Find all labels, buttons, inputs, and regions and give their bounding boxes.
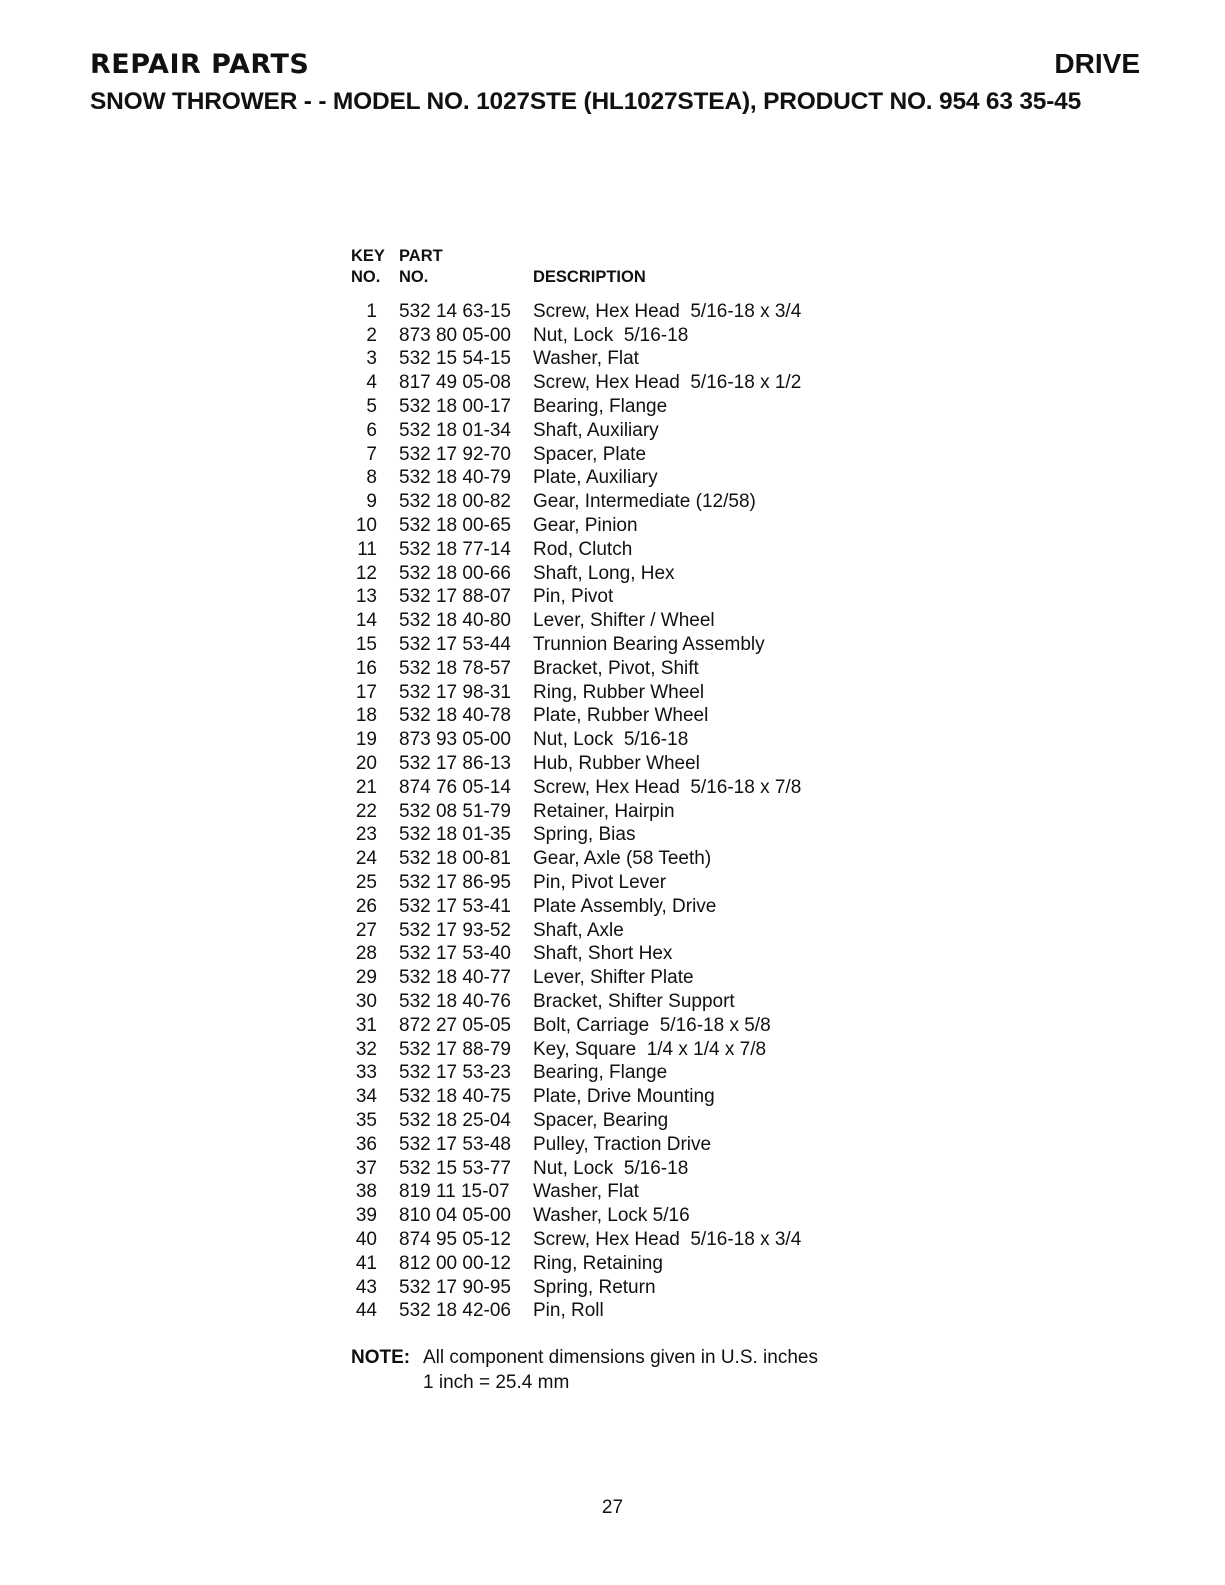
table-row bbox=[351, 1038, 801, 1062]
description-cell: Washer, Flat bbox=[533, 1181, 639, 1203]
description-cell: Gear, Pinion bbox=[533, 515, 638, 537]
page-number: 27 bbox=[601, 1497, 624, 1518]
description-cell: Bearing, Flange bbox=[533, 396, 668, 418]
part-no-cell: 532 18 40-76 bbox=[399, 991, 511, 1012]
description-cell: Plate, Rubber Wheel bbox=[533, 705, 709, 727]
part-no-cell: 532 18 00-66 bbox=[399, 562, 511, 584]
description-cell: Gear, Axle (58 Teeth) bbox=[533, 848, 712, 870]
part-no-cell: 532 17 53-48 bbox=[399, 1133, 511, 1155]
section-name: DRIVE bbox=[1054, 48, 1140, 79]
description-cell: Lever, Shifter Plate bbox=[533, 967, 694, 989]
table-row bbox=[351, 538, 801, 562]
description-header: DESCRIPTION bbox=[533, 268, 646, 286]
table-row bbox=[351, 657, 801, 681]
section-title: REPAIR PARTS bbox=[90, 49, 310, 80]
key-no-cell: 17 bbox=[355, 681, 377, 703]
description-cell: Ring, Rubber Wheel bbox=[533, 681, 705, 703]
table-row bbox=[351, 1062, 801, 1086]
table-row bbox=[351, 300, 801, 324]
part-no-cell: 532 18 40-79 bbox=[399, 467, 511, 489]
description-cell: Pin, Pivot bbox=[533, 586, 614, 608]
part-no-cell: 532 17 53-44 bbox=[399, 634, 511, 656]
description-cell: Nut, Lock 5/16-18 bbox=[533, 324, 689, 346]
key-no-cell: 8 bbox=[366, 467, 377, 489]
table-row bbox=[351, 752, 801, 776]
key-no-cell: 41 bbox=[355, 1252, 377, 1274]
description-cell: Screw, Hex Head 5/16-18 x 1/2 bbox=[533, 372, 802, 394]
table-row bbox=[351, 966, 801, 990]
key-no-cell: 2 bbox=[366, 324, 377, 346]
description-cell: Spring, Return bbox=[533, 1276, 656, 1298]
key-no-cell: 24 bbox=[355, 848, 377, 870]
part-no-cell: 532 14 63-15 bbox=[399, 300, 511, 322]
key-no-cell: 43 bbox=[355, 1276, 377, 1298]
description-cell: Key, Square 1/4 x 1/4 x 7/8 bbox=[533, 1038, 767, 1060]
part-no-cell: 532 08 51-79 bbox=[399, 800, 511, 822]
description-cell: Pin, Roll bbox=[533, 1300, 604, 1322]
parts-list bbox=[351, 246, 871, 1395]
description-cell: Nut, Lock 5/16-18 bbox=[533, 729, 689, 751]
table-row bbox=[351, 1252, 801, 1276]
part-no-cell: 873 80 05-00 bbox=[399, 324, 511, 346]
description-cell: Bearing, Flange bbox=[533, 1062, 668, 1084]
key-no-cell: 20 bbox=[355, 753, 377, 775]
part-no-cell: 532 18 77-14 bbox=[399, 538, 511, 560]
key-no-cell: 25 bbox=[355, 872, 377, 894]
note-line-1: All component dimensions given in U.S. inches bbox=[423, 1347, 818, 1369]
key-no-cell: 33 bbox=[355, 1062, 377, 1084]
key-no-cell: 35 bbox=[355, 1109, 377, 1131]
table-row bbox=[351, 1014, 801, 1038]
description-cell: Ring, Retaining bbox=[533, 1252, 663, 1274]
description-cell: Washer, Lock 5/16 bbox=[533, 1205, 690, 1227]
key-no-cell: 28 bbox=[355, 943, 377, 965]
key-no-cell: 7 bbox=[366, 443, 377, 465]
header-row bbox=[90, 48, 1140, 80]
table-row bbox=[351, 776, 801, 800]
part-no-cell: 532 17 88-79 bbox=[399, 1038, 511, 1060]
part-header-line1: PART bbox=[399, 247, 443, 265]
description-cell: Pin, Pivot Lever bbox=[533, 872, 667, 894]
part-no-cell: 532 18 01-35 bbox=[399, 824, 511, 846]
description-cell: Lever, Shifter / Wheel bbox=[533, 610, 715, 632]
description-cell: Bracket, Shifter Support bbox=[533, 991, 735, 1012]
key-no-cell: 27 bbox=[355, 919, 377, 941]
table-row bbox=[351, 1157, 801, 1181]
part-no-cell: 810 04 05-00 bbox=[399, 1205, 511, 1227]
description-cell: Spacer, Plate bbox=[533, 443, 647, 465]
description-cell: Plate, Auxiliary bbox=[533, 467, 658, 489]
description-cell: Washer, Flat bbox=[533, 348, 639, 370]
part-no-cell: 532 15 53-77 bbox=[399, 1157, 511, 1179]
key-no-cell: 15 bbox=[355, 634, 377, 656]
key-no-cell: 23 bbox=[355, 824, 377, 846]
part-no-cell: 817 49 05-08 bbox=[399, 372, 511, 394]
description-cell: Screw, Hex Head 5/16-18 x 3/4 bbox=[533, 1228, 802, 1250]
key-no-cell: 21 bbox=[355, 776, 377, 798]
description-cell: Screw, Hex Head 5/16-18 x 7/8 bbox=[533, 776, 802, 798]
key-no-cell: 5 bbox=[366, 396, 377, 418]
description-cell: Pulley, Traction Drive bbox=[533, 1133, 712, 1155]
table-row bbox=[351, 562, 801, 586]
part-no-header bbox=[399, 246, 533, 288]
table-row bbox=[351, 705, 801, 729]
part-no-cell: 532 18 00-17 bbox=[399, 396, 511, 418]
note-line-2: 1 inch = 25.4 mm bbox=[423, 1372, 570, 1394]
part-header-line2: NO. bbox=[399, 268, 429, 286]
description-cell: Plate, Drive Mounting bbox=[533, 1086, 715, 1108]
table-row bbox=[351, 371, 801, 395]
table-row bbox=[351, 586, 801, 610]
table-row bbox=[351, 490, 801, 514]
description-cell: Spring, Bias bbox=[533, 824, 636, 846]
description-cell: Trunnion Bearing Assembly bbox=[533, 634, 765, 656]
part-no-cell: 532 17 88-07 bbox=[399, 586, 511, 608]
key-header-line1: KEY bbox=[351, 247, 385, 265]
part-no-cell: 532 17 93-52 bbox=[399, 919, 511, 941]
part-no-cell: 532 18 00-81 bbox=[399, 848, 511, 870]
part-no-cell: 532 18 40-77 bbox=[399, 967, 511, 989]
part-no-cell: 532 17 98-31 bbox=[399, 681, 511, 703]
part-no-cell: 873 93 05-00 bbox=[399, 729, 511, 751]
description-cell: Bolt, Carriage 5/16-18 x 5/8 bbox=[533, 1014, 771, 1036]
part-no-cell: 532 17 86-95 bbox=[399, 872, 511, 894]
key-no-cell: 1 bbox=[366, 300, 377, 322]
model-subtitle: SNOW THROWER - - MODEL NO. 1027STE (HL1027STEA), PRODUCT NO. 954 63 35-45 bbox=[90, 88, 1082, 115]
table-row bbox=[351, 919, 801, 943]
description-cell: Nut, Lock 5/16-18 bbox=[533, 1157, 689, 1179]
key-no-cell: 18 bbox=[355, 705, 377, 727]
column-headers bbox=[351, 246, 871, 288]
key-no-cell: 9 bbox=[366, 491, 377, 513]
table-row bbox=[351, 1180, 801, 1204]
key-no-cell: 32 bbox=[355, 1038, 377, 1060]
part-no-cell: 532 18 00-65 bbox=[399, 515, 511, 537]
table-row bbox=[351, 847, 801, 871]
key-no-cell: 22 bbox=[355, 800, 377, 822]
description-cell: Shaft, Auxiliary bbox=[533, 419, 659, 441]
table-row bbox=[351, 681, 801, 705]
part-no-cell: 874 76 05-14 bbox=[399, 776, 511, 798]
table-row bbox=[351, 728, 801, 752]
table-row bbox=[351, 895, 801, 919]
description-cell: Rod, Clutch bbox=[533, 538, 633, 560]
description-cell: Spacer, Bearing bbox=[533, 1109, 669, 1131]
part-no-cell: 532 18 78-57 bbox=[399, 657, 511, 679]
key-no-cell: 34 bbox=[355, 1086, 377, 1108]
part-no-cell: 874 95 05-12 bbox=[399, 1228, 511, 1250]
key-no-cell: 3 bbox=[366, 348, 377, 370]
table-row bbox=[351, 1228, 801, 1252]
key-no-cell: 39 bbox=[355, 1205, 377, 1227]
table-row bbox=[351, 1204, 801, 1228]
description-cell: Shaft, Axle bbox=[533, 919, 624, 941]
part-no-cell: 812 00 00-12 bbox=[399, 1252, 511, 1274]
note bbox=[351, 1345, 871, 1395]
table-row bbox=[351, 419, 801, 443]
table-row bbox=[351, 348, 801, 372]
key-no-cell: 19 bbox=[355, 729, 377, 751]
part-no-cell: 532 17 86-13 bbox=[399, 753, 511, 775]
table-row bbox=[351, 1133, 801, 1157]
key-no-cell: 44 bbox=[355, 1300, 377, 1322]
description-cell: Plate Assembly, Drive bbox=[533, 895, 717, 917]
table-row bbox=[351, 871, 801, 895]
table-row bbox=[351, 943, 801, 967]
part-no-cell: 532 18 40-78 bbox=[399, 705, 511, 727]
part-no-cell: 532 18 40-80 bbox=[399, 610, 511, 632]
key-no-cell: 38 bbox=[355, 1181, 377, 1203]
table-row bbox=[351, 467, 801, 491]
part-no-cell: 532 18 00-82 bbox=[399, 491, 511, 513]
description-cell: Shaft, Short Hex bbox=[533, 943, 673, 965]
key-no-cell: 4 bbox=[366, 372, 377, 394]
key-no-cell: 14 bbox=[355, 610, 377, 632]
part-no-cell: 532 18 01-34 bbox=[399, 419, 511, 441]
key-no-header bbox=[351, 246, 399, 288]
table-row bbox=[351, 609, 801, 633]
part-no-cell: 532 15 54-15 bbox=[399, 348, 511, 370]
part-no-cell: 532 18 25-04 bbox=[399, 1109, 511, 1131]
description-cell: Gear, Intermediate (12/58) bbox=[533, 491, 756, 513]
table-row bbox=[351, 633, 801, 657]
part-no-cell: 872 27 05-05 bbox=[399, 1014, 511, 1036]
key-no-cell: 16 bbox=[355, 657, 377, 679]
part-no-cell: 532 17 90-95 bbox=[399, 1276, 511, 1298]
key-no-cell: 11 bbox=[357, 538, 377, 560]
key-no-cell: 30 bbox=[355, 991, 377, 1012]
part-no-cell: 532 18 42-06 bbox=[399, 1300, 511, 1322]
parts-table-body bbox=[351, 300, 801, 1323]
part-no-cell: 532 18 40-75 bbox=[399, 1086, 511, 1108]
table-row bbox=[351, 824, 801, 848]
table-row bbox=[351, 395, 801, 419]
key-no-cell: 13 bbox=[355, 586, 377, 608]
table-row bbox=[351, 324, 801, 348]
description-cell: Screw, Hex Head 5/16-18 x 3/4 bbox=[533, 300, 802, 322]
description-cell: Bracket, Pivot, Shift bbox=[533, 657, 699, 679]
key-no-cell: 6 bbox=[366, 419, 377, 441]
key-no-cell: 40 bbox=[355, 1228, 377, 1250]
part-no-cell: 532 17 53-41 bbox=[399, 895, 511, 917]
table-row bbox=[351, 443, 801, 467]
part-no-cell: 532 17 53-40 bbox=[399, 943, 511, 965]
description-cell: Shaft, Long, Hex bbox=[533, 562, 675, 584]
table-row bbox=[351, 990, 801, 1014]
part-no-cell: 532 17 92-70 bbox=[399, 443, 511, 465]
parts-table bbox=[351, 300, 801, 1323]
part-no-cell: 819 11 15-07 bbox=[399, 1181, 510, 1203]
table-row bbox=[351, 1299, 801, 1323]
description-cell: Hub, Rubber Wheel bbox=[533, 753, 700, 775]
key-no-cell: 29 bbox=[355, 967, 377, 989]
key-no-cell: 10 bbox=[355, 515, 377, 537]
part-no-cell: 532 17 53-23 bbox=[399, 1062, 511, 1084]
key-no-cell: 36 bbox=[355, 1133, 377, 1155]
note-text bbox=[423, 1345, 818, 1395]
key-no-cell: 31 bbox=[355, 1014, 377, 1036]
key-no-cell: 26 bbox=[355, 895, 377, 917]
key-no-cell: 37 bbox=[355, 1157, 377, 1179]
table-row bbox=[351, 1276, 801, 1300]
key-no-cell: 12 bbox=[355, 562, 377, 584]
page-header bbox=[90, 48, 1140, 116]
table-row bbox=[351, 800, 801, 824]
description-cell: Retainer, Hairpin bbox=[533, 800, 675, 822]
table-row bbox=[351, 514, 801, 538]
key-header-line2: NO. bbox=[351, 268, 381, 286]
table-row bbox=[351, 1085, 801, 1109]
table-row bbox=[351, 1109, 801, 1133]
note-label: NOTE: bbox=[351, 1347, 411, 1369]
